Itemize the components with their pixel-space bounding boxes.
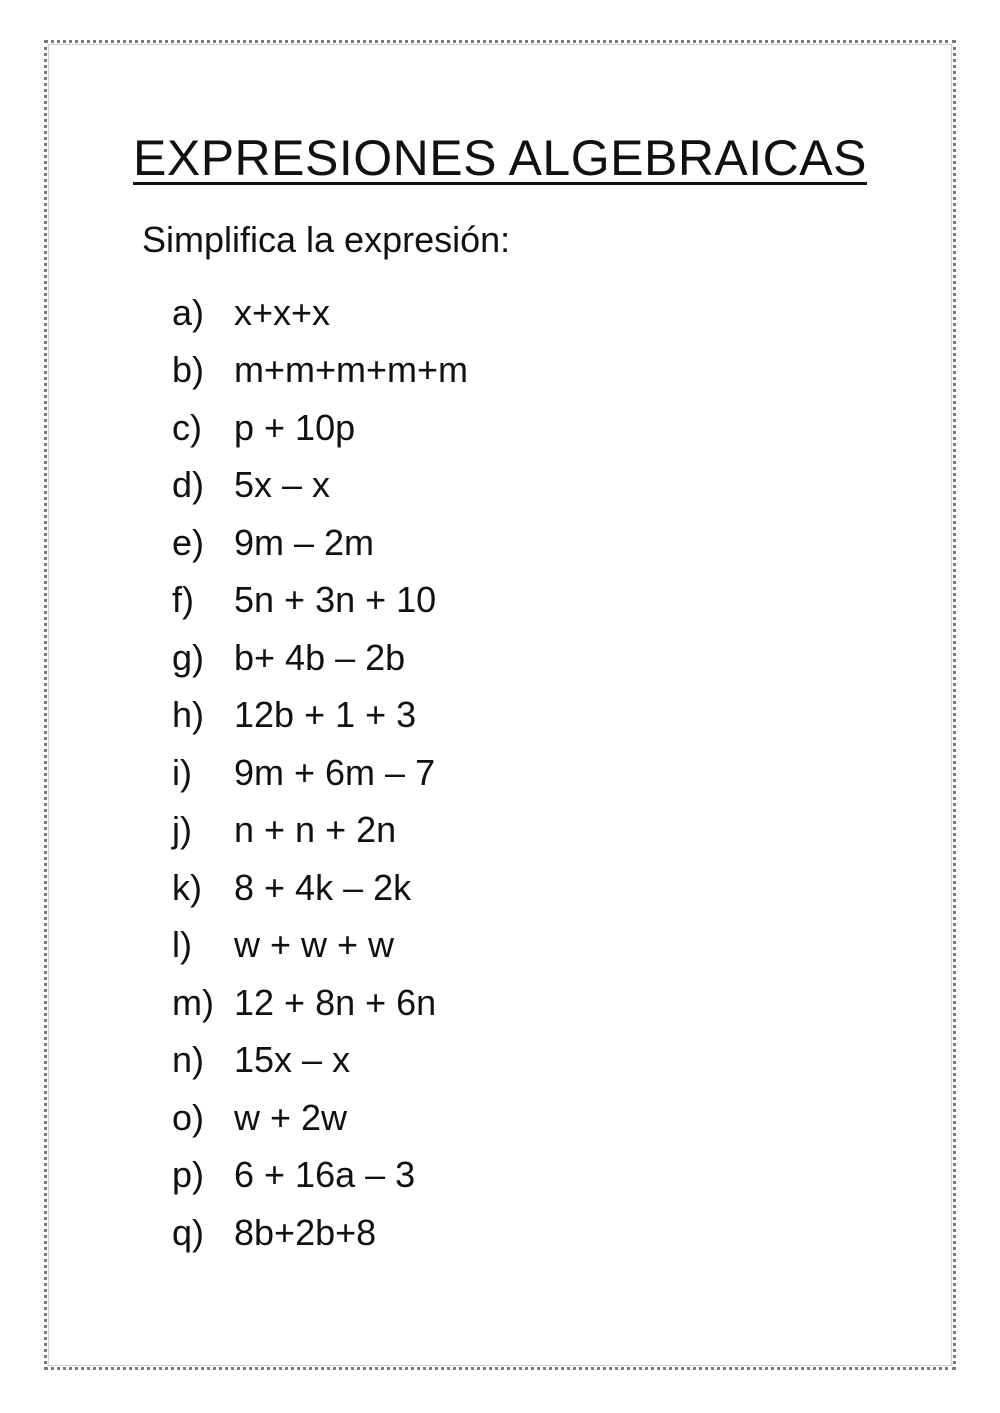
item-letter: e) xyxy=(172,521,205,563)
item-expression: 5n + 3n + 10 xyxy=(234,579,437,621)
page-title-text: EXPRESIONES ALGEBRAICAS xyxy=(133,130,867,186)
exercise-item-q xyxy=(172,1204,468,1262)
page-title xyxy=(0,128,1000,188)
item-letter: o) xyxy=(172,1096,205,1138)
item-expression: w + w + w xyxy=(234,924,395,966)
item-expression: 15x – x xyxy=(234,1039,351,1081)
instruction-text: Simplifica la expresión: xyxy=(142,219,511,260)
exercise-item-l xyxy=(172,917,468,975)
item-letter: f) xyxy=(172,579,194,621)
item-expression: n + n + 2n xyxy=(234,809,397,851)
item-expression: w + 2w xyxy=(234,1096,348,1138)
item-expression: b+ 4b – 2b xyxy=(234,636,406,678)
item-expression: p + 10p xyxy=(234,406,356,448)
item-expression: m+m+m+m+m xyxy=(234,349,469,391)
exercise-item-k xyxy=(172,859,468,917)
item-letter: k) xyxy=(172,866,202,908)
exercise-item-o xyxy=(172,1089,468,1147)
item-letter: d) xyxy=(172,464,205,506)
item-expression: x+x+x xyxy=(234,291,331,333)
item-letter: c) xyxy=(172,406,202,448)
exercise-item-a xyxy=(172,284,468,342)
item-expression: 8b+2b+8 xyxy=(234,1211,377,1253)
item-letter: m) xyxy=(172,981,214,1023)
item-letter: j) xyxy=(172,809,192,851)
item-expression: 9m – 2m xyxy=(234,521,375,563)
item-letter: n) xyxy=(172,1039,205,1081)
item-letter: h) xyxy=(172,694,205,736)
item-letter: q) xyxy=(172,1211,205,1253)
exercise-item-n xyxy=(172,1032,468,1090)
exercise-list xyxy=(172,284,468,1262)
item-expression: 8 + 4k – 2k xyxy=(234,866,412,908)
exercise-item-p xyxy=(172,1147,468,1205)
exercise-item-m xyxy=(172,974,468,1032)
item-expression: 12b + 1 + 3 xyxy=(234,694,417,736)
exercise-item-h xyxy=(172,687,468,745)
item-letter: a) xyxy=(172,291,205,333)
item-expression: 5x – x xyxy=(234,464,331,506)
item-expression: 12 + 8n + 6n xyxy=(234,981,437,1023)
exercise-item-j xyxy=(172,802,468,860)
item-letter: p) xyxy=(172,1154,205,1196)
exercise-item-c xyxy=(172,399,468,457)
item-expression: 9m + 6m – 7 xyxy=(234,751,436,793)
exercise-item-i xyxy=(172,744,468,802)
item-letter: i) xyxy=(172,751,192,793)
item-letter: l) xyxy=(172,924,192,966)
exercise-item-f xyxy=(172,572,468,630)
exercise-item-g xyxy=(172,629,468,687)
item-letter: g) xyxy=(172,636,205,678)
exercise-item-e xyxy=(172,514,468,572)
exercise-item-b xyxy=(172,342,468,400)
exercise-item-d xyxy=(172,457,468,515)
item-letter: b) xyxy=(172,349,205,391)
item-expression: 6 + 16a – 3 xyxy=(234,1154,416,1196)
